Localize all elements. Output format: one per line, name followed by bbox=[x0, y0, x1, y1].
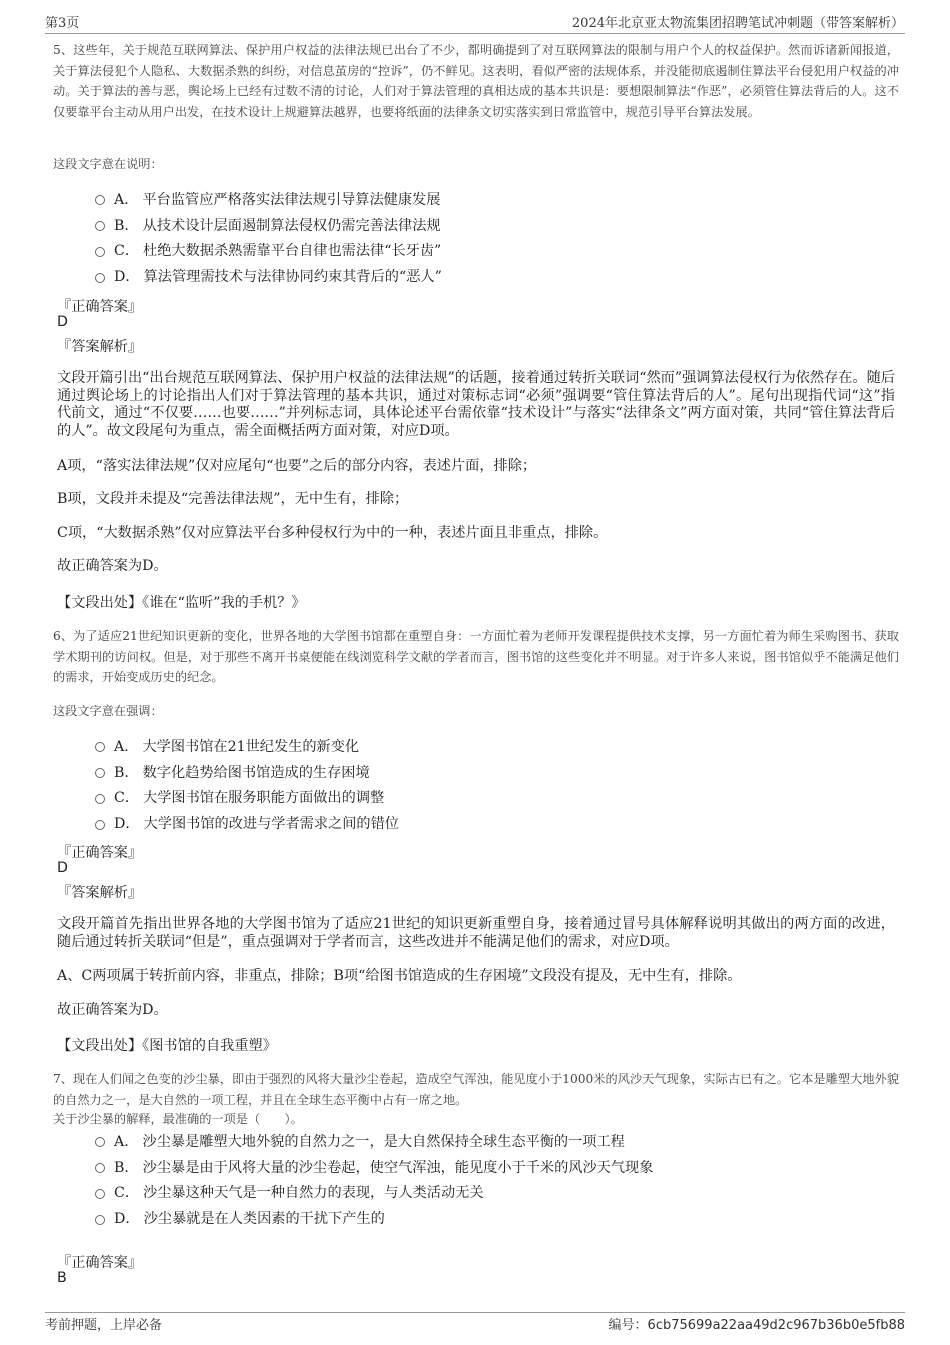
q6-answer: D bbox=[57, 860, 68, 876]
header-divider bbox=[45, 33, 905, 34]
q5-option-c[interactable]: C． 杜绝大数据杀熟需靠平台自律也需法律“长牙齿” bbox=[95, 238, 895, 264]
q6-option-d[interactable]: D． 大学图书馆的改进与学者需求之间的错位 bbox=[95, 810, 895, 836]
radio-icon[interactable] bbox=[95, 768, 105, 778]
document-title: 2024年北京亚太物流集团招聘笔试冲刺题（带答案解析） bbox=[571, 16, 904, 31]
q6-options bbox=[95, 733, 895, 836]
code-label: 编号： bbox=[608, 1318, 648, 1333]
footer-slogan: 考前押题，上岸必备 bbox=[45, 1318, 163, 1333]
q5-option-a[interactable]: A． 平台监管应严格落实法律法规引导算法健康发展 bbox=[95, 186, 895, 212]
q5-analysis-c: C项，“大数据杀熟”仅对应算法平台多种侵权行为中的一种，表述片面且非重点，排除。 bbox=[57, 525, 608, 541]
q7-answer-label: 『正确答案』 bbox=[57, 1255, 143, 1271]
q7-option-c[interactable]: C． 沙尘暴这种天气是一种自然力的表现，与人类活动无关 bbox=[95, 1180, 895, 1206]
q6-prompt: 这段文字意在强调： bbox=[53, 704, 163, 718]
q6-option-a[interactable]: A． 大学图书馆在21世纪发生的新变化 bbox=[95, 733, 895, 759]
radio-icon[interactable] bbox=[95, 273, 105, 283]
document-code bbox=[609, 1314, 905, 1333]
radio-icon[interactable] bbox=[95, 1163, 105, 1173]
q6-passage: 6、为了适应21世纪知识更新的变化，世界各地的大学图书馆都在重塑自身：一方面忙着为老师开发课程提供技术支撑，另一方面忙着为师生采购图书、获取学术期刊的访问权。但是，对于那些不离开书桌便能在线浏览科学文献的学者而言，图书馆的这些变化并不明显。对于许多人来说，图书馆似乎不能满足他们的需求，开始变成历史的纪念。 bbox=[53, 629, 899, 684]
q7-option-a[interactable]: A． 沙尘暴是雕塑大地外貌的自然力之一，是大自然保持全球生态平衡的一项工程 bbox=[95, 1128, 895, 1154]
q7-passage: 7、现在人们闻之色变的沙尘暴，即由于强烈的风将大量沙尘卷起，造成空气浑浊，能见度小于1000米的风沙天气现象，实际古已有之。它本是雕塑大地外貌的自然力之一，是大自然的一项工程，并且在全球生态平衡中占有一席之地。 bbox=[53, 1072, 899, 1107]
q5-prompt: 这段文字意在说明： bbox=[53, 157, 163, 171]
q5-analysis-main: 文段开篇引出“出台规范互联网算法、保护用户权益的法律法规”的话题，接着通过转折关联词“然而”强调算法侵权行为依然存在。随后通过舆论场上的讨论指出人们对于算法管理的基本共识，通过对策标志词“必须”强调要“管住算法背后的人”。尾句出现指代词“这”指代前文，通过“不仅要……也要……”并列标志词，具体论述平台需依靠“技术设计”与落实“法律条文”两方面对策，共同“管住算法背后的人”。故文段尾句为重点，需全面概括两方面对策，对应D项。 bbox=[57, 370, 895, 439]
q6-option-b[interactable]: B． 数字化趋势给图书馆造成的生存困境 bbox=[95, 759, 895, 785]
q5-answer: D bbox=[57, 314, 68, 330]
radio-icon[interactable] bbox=[95, 1189, 105, 1199]
footer-divider bbox=[45, 1312, 905, 1313]
q5-passage: 5、这些年，关于规范互联网算法、保护用户权益的法律法规已出台了不少，都明确提到了对互联网算法的限制与用户个人的权益保护。然而诉诸新闻报道，关于算法侵犯个人隐私、大数据杀熟的纠纷，对信息茧房的“控诉”，仍不鲜见。这表明，看似严密的法规体系，并没能彻底遏制住算法平台侵犯用户权益的冲动。关于算法的善与恶，舆论场上已经有过数不清的讨论，人们对于算法管理的真相达成的基本共识是：要想限制算法“作恶”，必须管住算法背后的人。这不仅要靠平台主动从用户出发，在技术设计上规避算法越界，也要将纸面的法律条文切实落实到日常监管中，规范引导平台算法发展。 bbox=[53, 43, 899, 119]
q7-option-b[interactable]: B． 沙尘暴是由于风将大量的沙尘卷起，使空气浑浊，能见度小于千米的风沙天气现象 bbox=[95, 1154, 895, 1180]
q5-analysis-b: B项，文段并未提及“完善法律法规”，无中生有，排除； bbox=[57, 491, 409, 507]
q6-source: 【文段出处】《图书馆的自我重塑》 bbox=[57, 1038, 277, 1054]
q7-prompt: 关于沙尘暴的解释，最准确的一项是（ ）。 bbox=[53, 1112, 303, 1126]
page-number: 第3页 bbox=[45, 16, 80, 31]
q5-options bbox=[95, 186, 895, 289]
radio-icon[interactable] bbox=[95, 742, 105, 752]
q5-answer-label: 『正确答案』 bbox=[57, 299, 143, 315]
q5-analysis-a: A项，“落实法律法规”仅对应尾句“也要”之后的部分内容，表述片面，排除； bbox=[57, 458, 537, 474]
radio-icon[interactable] bbox=[95, 794, 105, 804]
q5-analysis-conclusion: 故正确答案为D。 bbox=[57, 558, 168, 574]
q7-options bbox=[95, 1128, 895, 1231]
q6-analysis-options: A、C两项属于转折前内容，非重点，排除；B项“给图书馆造成的生存困境”文段没有提及，无中生有，排除。 bbox=[57, 968, 742, 984]
radio-icon[interactable] bbox=[95, 1137, 105, 1147]
q6-answer-label: 『正确答案』 bbox=[57, 845, 143, 861]
q7-option-d[interactable]: D． 沙尘暴就是在人类因素的干扰下产生的 bbox=[95, 1205, 895, 1231]
page-footer bbox=[0, 1308, 950, 1338]
q5-source: 【文段出处】《谁在“监听”我的手机？》 bbox=[57, 595, 306, 611]
q6-analysis-main: 文段开篇首先指出世界各地的大学图书馆为了适应21世纪的知识更新重塑自身，接着通过冒号具体解释说明其做出的两方面的改进，随后通过转折关联词“但是”，重点强调对于学者而言，这些改进并不能满足他们的需求，对应D项。 bbox=[57, 916, 895, 950]
q6-analysis-conclusion: 故正确答案为D。 bbox=[57, 1002, 168, 1018]
radio-icon[interactable] bbox=[95, 221, 105, 231]
q5-analysis-label: 『答案解析』 bbox=[57, 339, 143, 355]
q5-option-b[interactable]: B． 从技术设计层面遏制算法侵权仍需完善法律法规 bbox=[95, 212, 895, 238]
q6-analysis-label: 『答案解析』 bbox=[57, 885, 143, 901]
radio-icon[interactable] bbox=[95, 247, 105, 257]
q6-option-c[interactable]: C． 大学图书馆在服务职能方面做出的调整 bbox=[95, 785, 895, 811]
code-value: 6cb75699a22aa49d2c967b36b0e5fb88 bbox=[647, 1318, 905, 1333]
q5-option-d[interactable]: D． 算法管理需技术与法律协同约束其背后的“恶人” bbox=[95, 263, 895, 289]
radio-icon[interactable] bbox=[95, 195, 105, 205]
radio-icon[interactable] bbox=[95, 1215, 105, 1225]
radio-icon[interactable] bbox=[95, 820, 105, 830]
page-header bbox=[0, 12, 950, 34]
q7-answer: B bbox=[57, 1270, 67, 1286]
